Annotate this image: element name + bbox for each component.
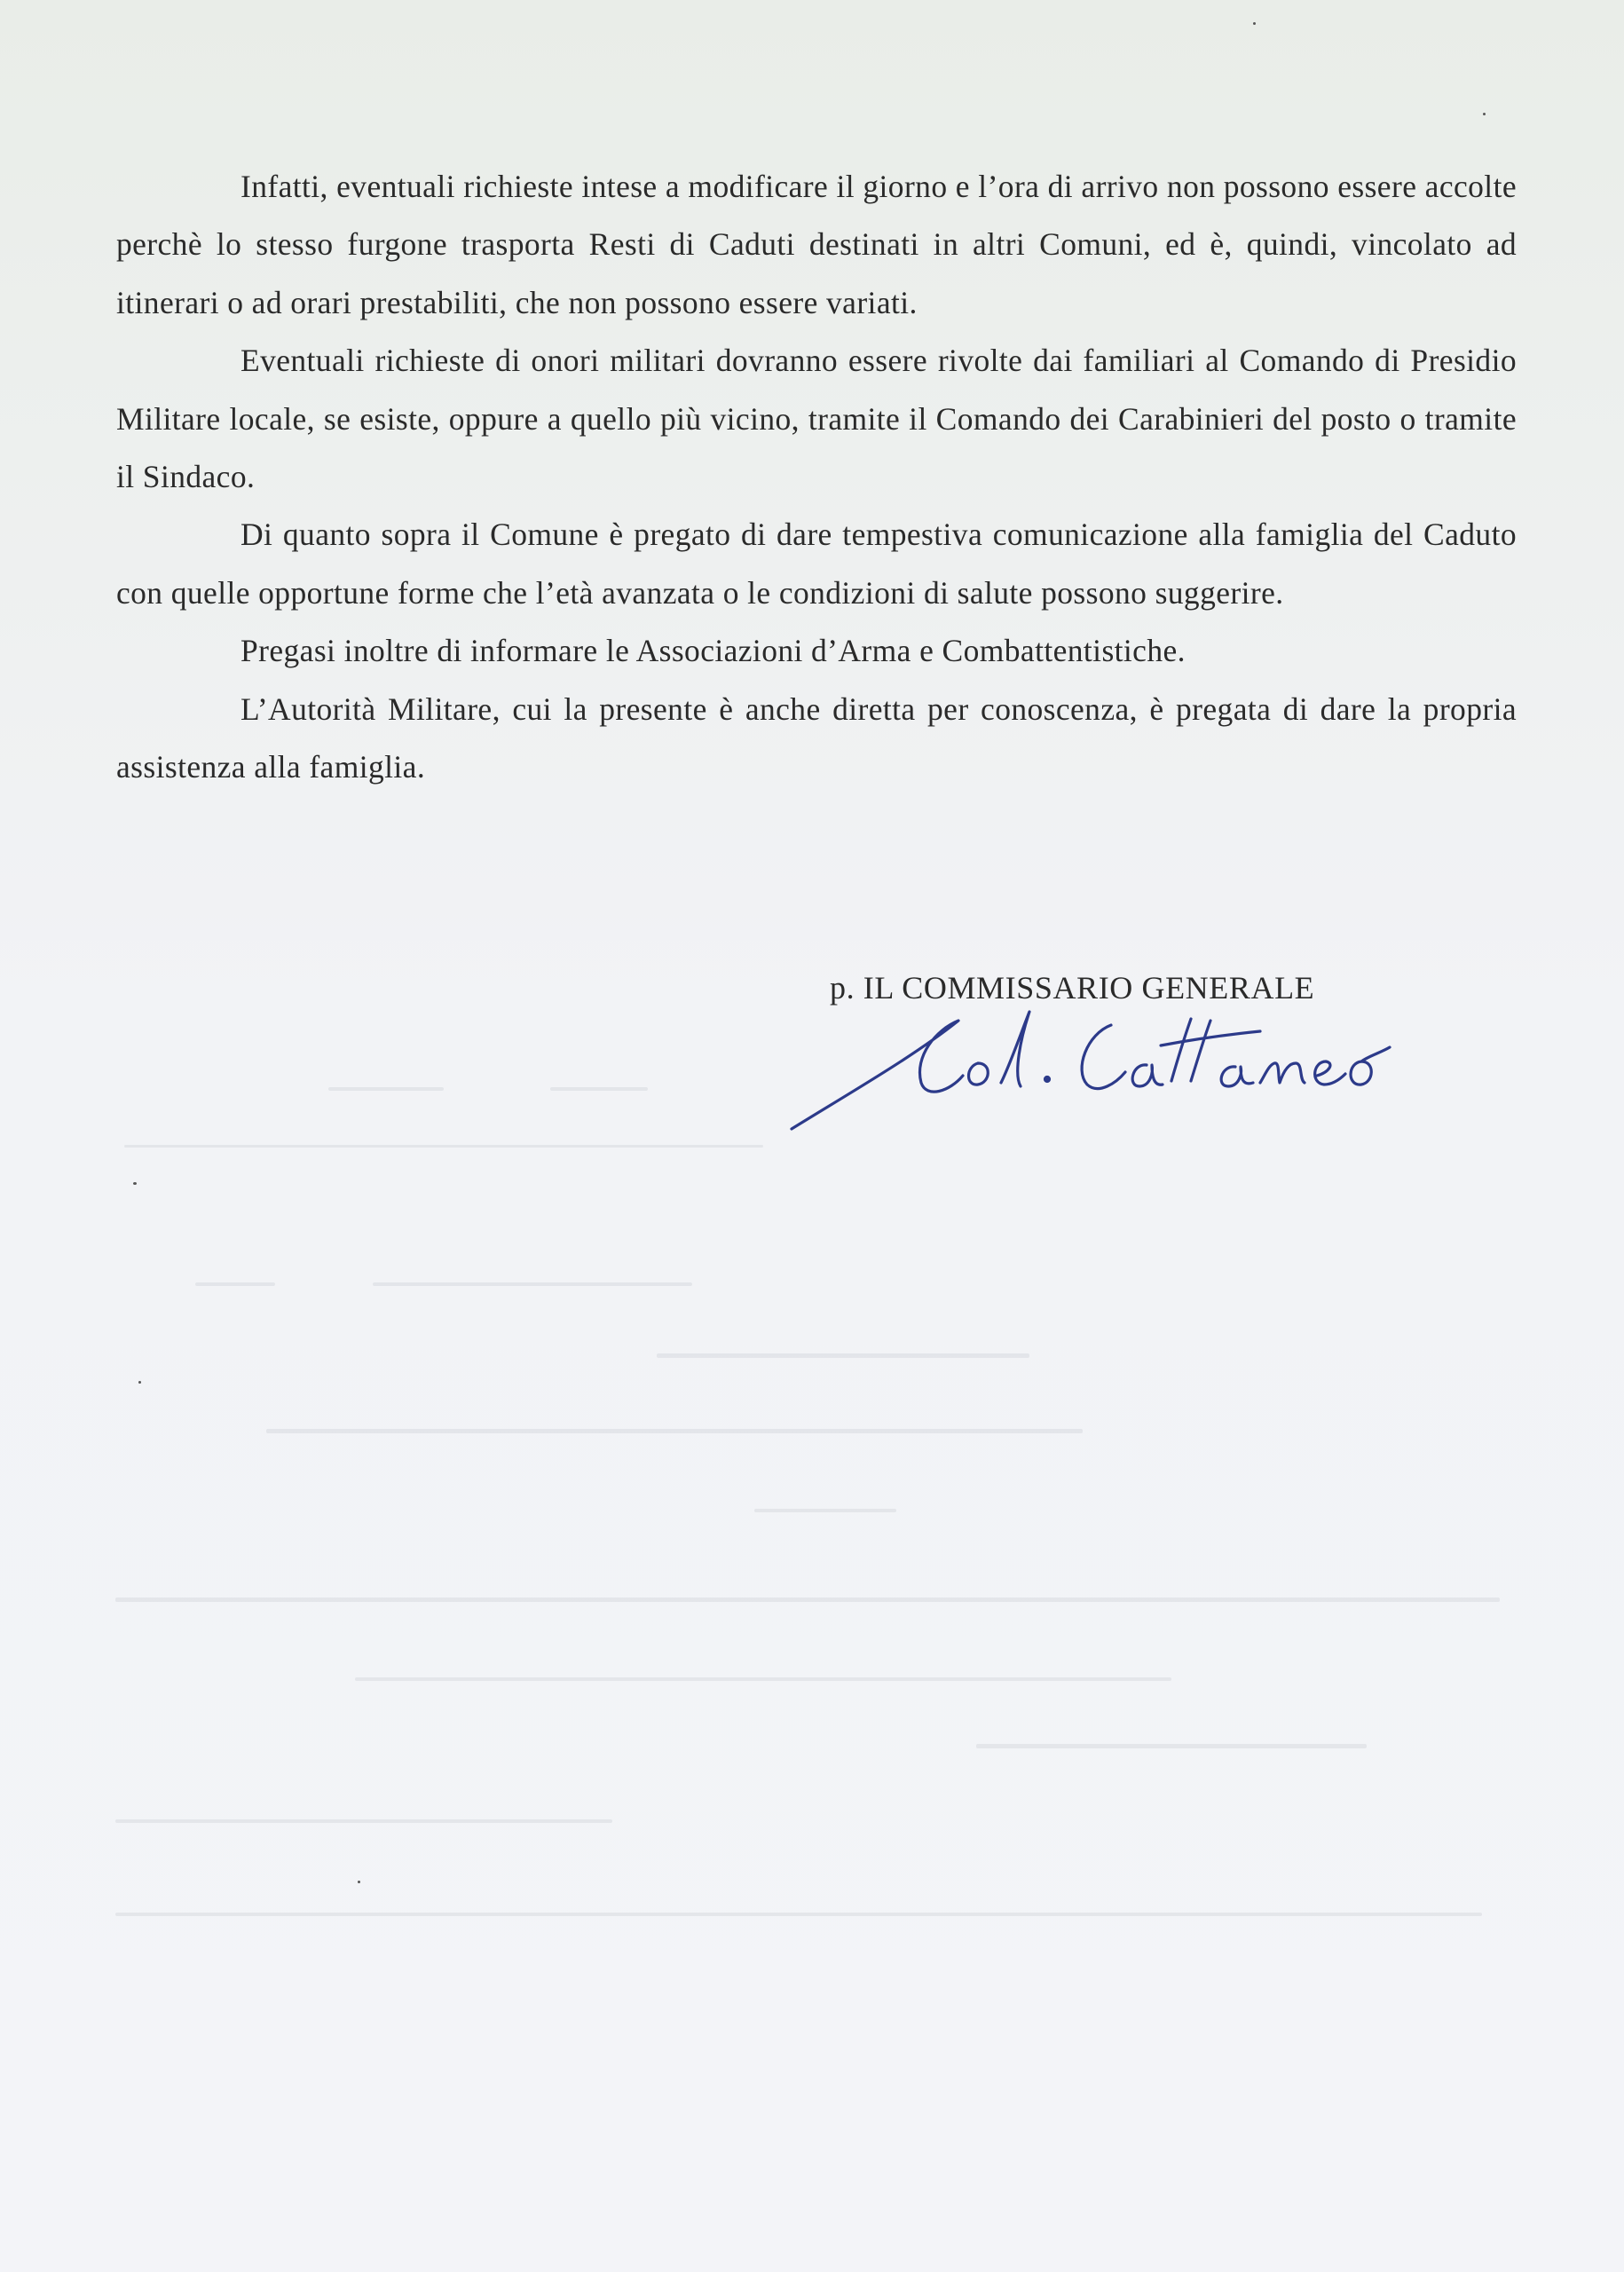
paragraph-associations: Pregasi inoltre di informare le Associazioni d’Arma e Combattentistiche. <box>240 633 1186 669</box>
paragraph-family-notice: Di quanto sopra il Comune è pregato di dare tempestiva comunicazione alla famiglia del Caduto con quelle opportune forme che l’età avanzata o le condizioni di salute possono suggerire. <box>116 517 1517 611</box>
signature-title: p. IL COMMISSARIO GENERALE <box>830 970 1315 1006</box>
speck <box>133 1182 137 1185</box>
paragraph-arrival-schedule: Infatti, eventuali richieste intese a modificare il giorno e l’ora di arrivo non possono essere accolte perchè lo stesso furgone trasporta Resti di Caduti destinati in altri Comuni, ed è, quindi, vincolato ad itinerari o ad orari prestabiliti, che non possono essere variati. <box>116 169 1517 320</box>
speck <box>1253 22 1256 25</box>
speck <box>138 1381 141 1384</box>
paragraph-military-authority: L’Autorità Militare, cui la presente è anche diretta per conoscenza, è pregata di dare la propria assistenza alla famiglia. <box>116 690 1517 785</box>
handwritten-signature <box>781 994 1491 1136</box>
speck <box>358 1881 360 1883</box>
paragraph-military-honors: Eventuali richieste di onori militari dovranno essere rivolte dai familiari al Comando di Presidio Militare locale, se esiste, oppure a quello più vicino, tramite il Comando dei Carabinieri del posto o tramite il Sindaco. <box>116 343 1517 495</box>
letter-body <box>116 158 1517 796</box>
speck <box>1483 113 1486 115</box>
